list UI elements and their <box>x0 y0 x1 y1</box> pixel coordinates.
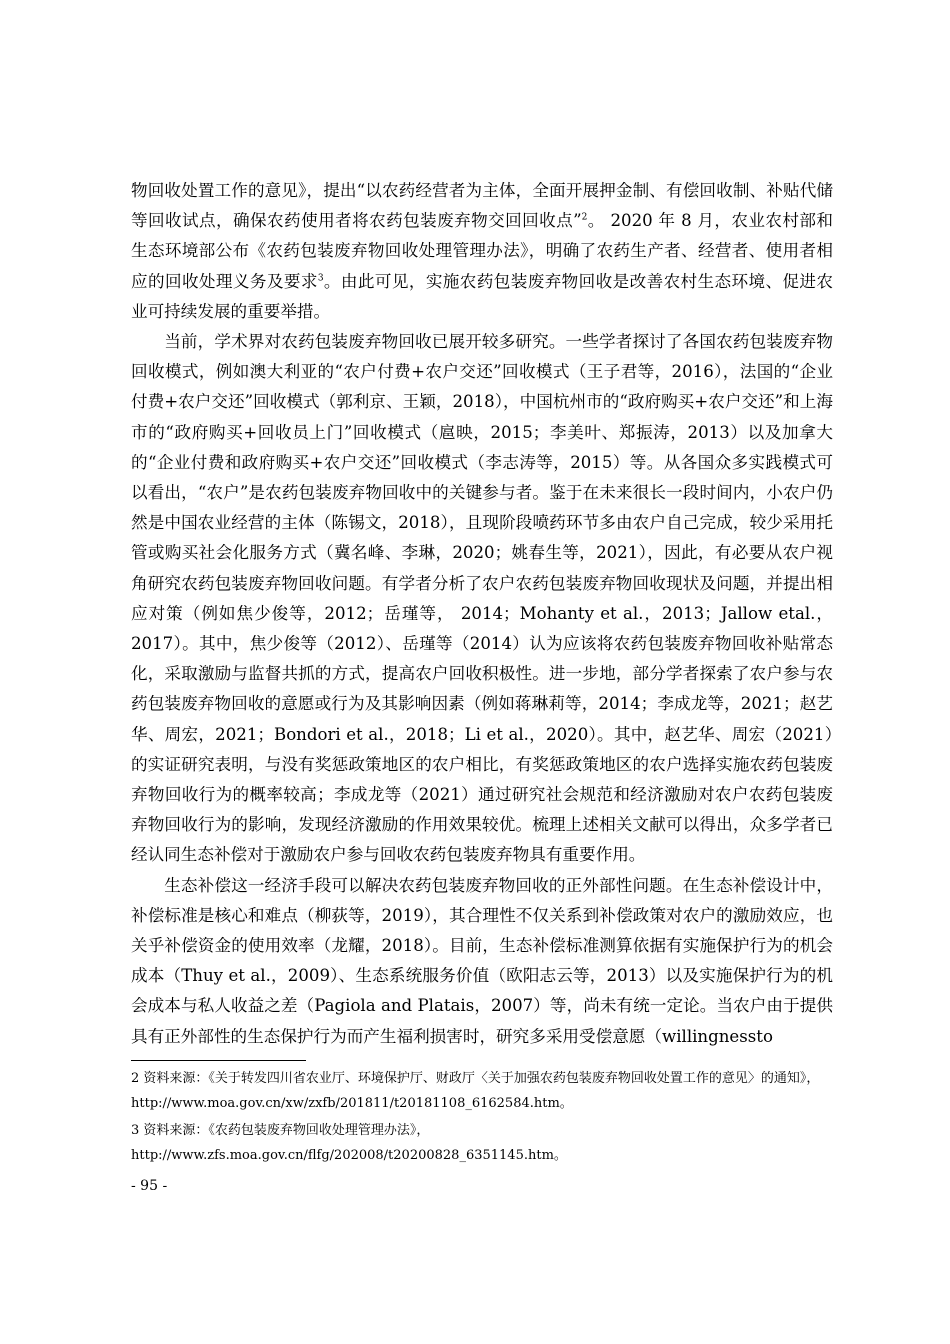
paragraph-2: 当前，学术界对农药包装废弃物回收已展开较多研究。一些学者探讨了各国农药包装废弃物回收模式，例如澳大利亚的“农户付费+农户交还”回收模式（王子君等，2016），法国的“企业付费+农户交还”回收模式（郭利京、王颖，2018），中国杭州市的“政府购买+农户交还”和上海市的“政府购买+回收员上门”回收模式（扈映，2015；李美叶、郑振涛，2013）以及加拿大的“企业付费和政府购买+农户交还”回收模式（李志涛等，2015）等。从各国众多实践模式可以看出，“农户”是农药包装废弃物回收中的关键参与者。鉴于在未来很长一段时间内，小农户仍然是中国农业经营的主体（陈锡文，2018），且现阶段喷药环节多由农户自己完成，较少采用托管或购买社会化服务方式（冀名峰、李琳，2020；姚春生等，2021），因此，有必要从农户视角研究农药包装废弃物回收问题。有学者分析了农户农药包装废弃物回收现状及问题，并提出相应对策（例如焦少俊等，2012；岳瑾等， 2014；Mohanty et al.，2013；Jallow etal.，2017）。其中，焦少俊等（2012）、岳瑾等（2014）认为应该将农药包装废弃物回收补贴常态化，采取激励与监督共抓的方式，提高农户回收积极性。进一步地，部分学者探索了农户参与农药包装废弃物回收的意愿或行为及其影响因素（例如蒋琳莉等，2014；李成龙等，2021；赵艺华、周宏，2021；Bondori et al.，2018；Li et al.，2020）。其中，赵艺华、周宏（2021）的实证研究表明，与没有奖惩政策地区的农户相比，有奖惩政策地区的农户选择实施农药包装废弃物回收行为的概率较高；李成龙等（2021）通过研究社会规范和经济激励对农户农药包装废弃物回收行为的影响，发现经济激励的作用效果较优。梳理上述相关文献可以得出，众多学者已经认同生态补偿对于激励农户参与回收农药包装废弃物具有重要作用。 <box>131 332 833 865</box>
footnote-divider <box>131 1060 306 1061</box>
footnote-2: 2 资料来源：《关于转发四川省农业厅、环境保护厅、财政厅〈关于加强农药包装废弃物回收处置工作的意见〉的通知》， http://www.moa.gov.cn/xw/zxfb/201811/t20181108_6162584.htm。 <box>131 1071 820 1111</box>
paragraph-1-part-b: 。 2020 年 8 月，农业农村部和生态环境部公布《农药包装废弃物回收处理管理办法》，明确了农药生产者、经营者、使用者相应的回收处理义务及要求 <box>131 211 833 291</box>
paragraph-1-part-c: 。由此可见，实施农药包装废弃物回收是改善农村生态环境、促进农业可持续发展的重要举措。 <box>131 271 834 321</box>
paragraph-1-part-a: 物回收处置工作的意见》，提出“以农药经营者为主体，全面开展押金制、有偿回收制、补贴代储等回收试点，确保农药使用者将农药包装废弃物交回回收点” <box>131 181 833 231</box>
paragraph-3: 生态补偿这一经济手段可以解决农药包装废弃物回收的正外部性问题。在生态补偿设计中，补偿标准是核心和难点（柳荻等，2019），其合理性不仅关系到补偿政策对农户的激励效应，也关乎补偿资金的使用效率（龙耀，2018）。目前，生态补偿标准测算依据有实施保护行为的机会成本（Thuy et al.，2009）、生态系统服务价值（欧阳志云等，2013）以及实施保护行为的机会成本与私人收益之差（Pagiola and Platais，2007）等，尚未有统一定论。当农户由于提供具有正外部性的生态保护行为而产生福利损害时，研究多采用受偿意愿（willingnessto <box>131 875 833 1046</box>
footnote-ref-3[interactable]: 3 <box>317 273 324 284</box>
footnote-ref-2[interactable]: 2 <box>581 212 588 223</box>
body-text <box>131 176 833 1052</box>
paragraph-1 <box>131 176 833 327</box>
page-number: - 95 - <box>131 1178 168 1194</box>
footnotes <box>131 1066 833 1170</box>
footnote-3: 3 资料来源：《农药包装废弃物回收处理管理办法》，http://www.zfs.moa.gov.cn/flfg/202008/t20200828_6351145.htm。 <box>131 1123 567 1163</box>
